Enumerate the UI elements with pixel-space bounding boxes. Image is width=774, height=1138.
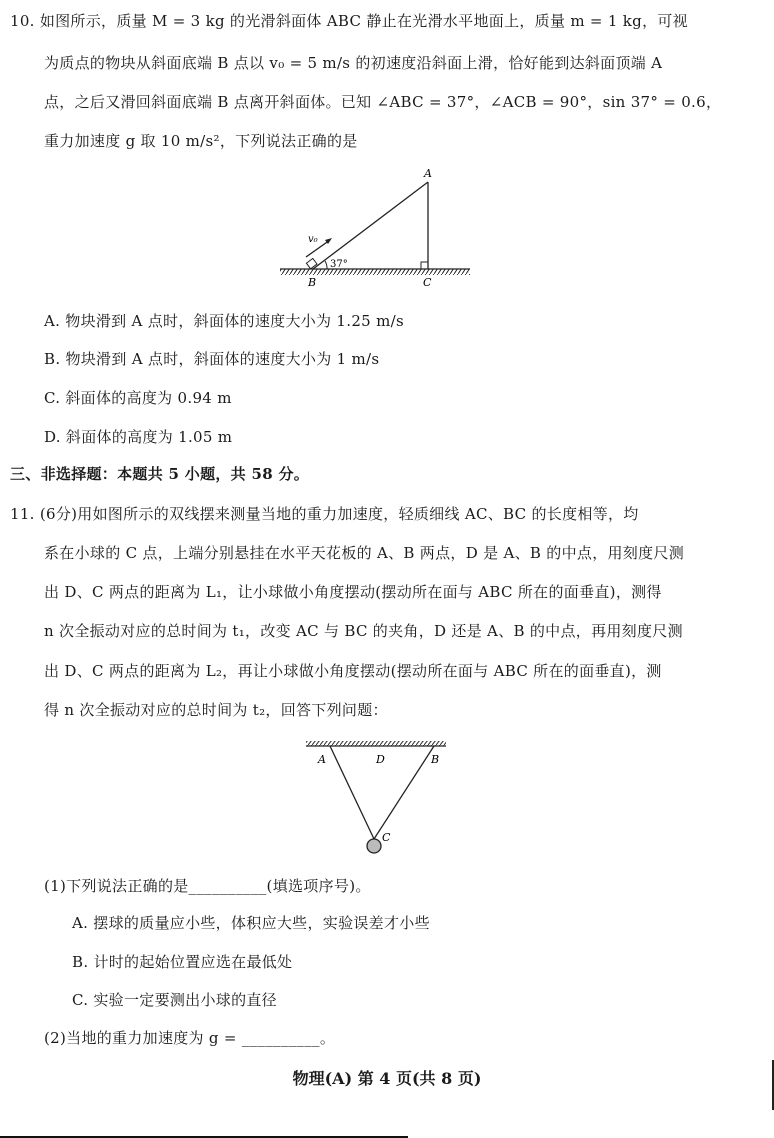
label-b: B <box>308 276 317 289</box>
q11-sub1: (1)下列说法正确的是__________(填选项序号)。 <box>44 877 371 895</box>
q11-line-4: n 次全振动对应的总时间为 t₁，改变 AC 与 BC 的夹角，D 还是 A、B 的中点，再用刻度尺测 <box>44 622 683 640</box>
label-d: D <box>376 753 385 766</box>
q11-sub1-option-c: C. 实验一定要测出小球的直径 <box>72 991 277 1009</box>
velocity-label: v₀ <box>308 234 318 245</box>
label-b: B <box>431 753 440 766</box>
q10-option-a: A. 物块滑到 A 点时，斜面体的速度大小为 1.25 m/s <box>44 312 404 330</box>
label-a: A <box>318 753 326 766</box>
q11-line-6: 得 n 次全振动对应的总时间为 t₂，回答下列问题： <box>44 701 388 719</box>
page-footer: 物理(A) 第 4 页(共 8 页) <box>292 1069 482 1088</box>
q11-sub1-option-a: A. 摆球的质量应小些，体积应大些，实验误差才小些 <box>72 914 430 932</box>
pendulum-figure <box>300 735 450 860</box>
label-a: A <box>424 167 432 180</box>
label-c: C <box>382 831 391 844</box>
q10-line-4: 重力加速度 g 取 10 m/s²，下列说法正确的是 <box>44 132 358 150</box>
incline-figure <box>270 160 470 290</box>
angle-label: 37° <box>330 259 348 270</box>
q10-line-1: 10. 如图所示，质量 M = 3 kg 的光滑斜面体 ABC 静止在光滑水平地面上，质量 m = 1 kg，可视 <box>10 12 688 30</box>
q11-line-1: 11. (6分)用如图所示的双线摆来测量当地的重力加速度，轻质细线 AC、BC 的长度相等，均 <box>10 505 639 523</box>
q10-line-2: 为质点的物块从斜面底端 B 点以 v₀ = 5 m/s 的初速度沿斜面上滑，恰好能到达斜面顶端 A <box>44 54 663 72</box>
q11-line-5: 出 D、C 两点的距离为 L₂，再让小球做小角度摆动(摆动所在面与 ABC 所在的面垂直)，测 <box>44 662 662 680</box>
q11-line-3: 出 D、C 两点的距离为 L₁，让小球做小角度摆动(摆动所在面与 ABC 所在的面垂直)，测得 <box>44 583 662 601</box>
q10-option-d: D. 斜面体的高度为 1.05 m <box>44 428 233 446</box>
q11-sub2: (2)当地的重力加速度为 g = __________。 <box>44 1029 336 1047</box>
q10-option-c: C. 斜面体的高度为 0.94 m <box>44 389 232 407</box>
q11-sub1-option-b: B. 计时的起始位置应选在最低处 <box>72 953 293 971</box>
q10-line-3: 点，之后又滑回斜面底端 B 点离开斜面体。已知 ∠ABC = 37°，∠ACB = 90°，sin 37° = 0.6， <box>44 93 722 111</box>
label-c: C <box>423 276 432 289</box>
q10-option-b: B. 物块滑到 A 点时，斜面体的速度大小为 1 m/s <box>44 350 380 368</box>
q11-line-2: 系在小球的 C 点，上端分别悬挂在水平天花板的 A、B 两点，D 是 A、B 的中点，用刻度尺测 <box>44 544 684 562</box>
section-heading: 三、非选择题：本题共 5 小题，共 58 分。 <box>10 465 310 483</box>
